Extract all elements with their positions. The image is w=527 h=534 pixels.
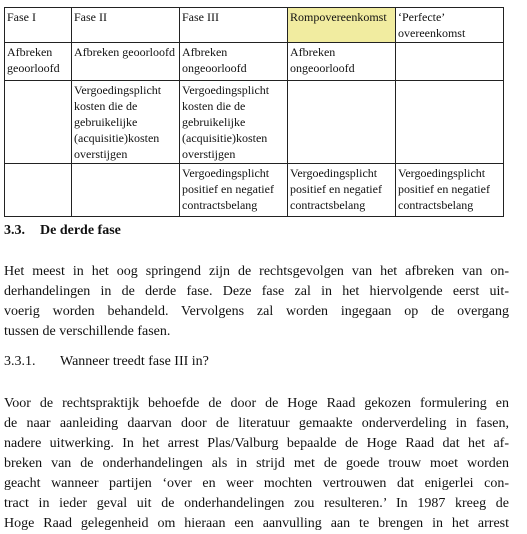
section-title: De derde fase (40, 223, 121, 238)
header-cell: Fase III (180, 8, 288, 43)
table-cell (396, 43, 504, 81)
table-cell (396, 81, 504, 164)
table-row (5, 164, 504, 217)
section-number: 3.3. (4, 223, 25, 238)
paragraph-2 (4, 394, 509, 534)
table-cell: Afbreken geoorloofd (5, 43, 72, 81)
subsection-number: 3.3.1. (4, 354, 36, 369)
text-line: geacht wanneer partijen ‘over en weer mochten vertrouwen dat enigerlei con- (4, 476, 509, 491)
section-heading (4, 223, 121, 239)
subsection-heading (4, 354, 209, 370)
header-cell: Fase I (5, 8, 72, 43)
header-cell-highlighted: Rompovereenkomst (288, 8, 396, 43)
text-line: de naar aanleiding daarvan door de literatuur gemaakte onderverdeling in fasen, (4, 416, 509, 431)
text-line: voerig worden behandeld. Vervolgens zal worden ingegaan op de overgang (4, 304, 509, 319)
text-line: Hoge Raad gelegenheid om hieraan een aanvulling aan te brengen in het arrest (4, 516, 509, 531)
table-cell (5, 164, 72, 217)
table-cell (5, 81, 72, 164)
table-cell: Afbreken geoorloofd (72, 43, 180, 81)
table-cell: Vergoedingsplicht positief en negatief contractsbelang (180, 164, 288, 217)
table-header-row (5, 8, 504, 43)
table-cell (288, 81, 396, 164)
text-line: breken van de onderhandelingen als in strijd met de goede trouw moet worden (4, 456, 509, 471)
table-cell: Vergoedingsplicht positief en negatief contractsbelang (396, 164, 504, 217)
table-cell: Afbreken ongeoorloofd (288, 43, 396, 81)
table-cell: Afbreken ongeoorloofd (180, 43, 288, 81)
phases-table (4, 7, 504, 217)
text-line: nadere uitwerking. In het arrest Plas/Valburg bepaalde de Hoge Raad dat het af- (4, 436, 509, 451)
paragraph-1 (4, 262, 509, 342)
table-cell (72, 164, 180, 217)
text-line: tract in ieder geval uit de onderhandelingen zou resulteren.’ In 1987 kreeg de (4, 496, 509, 511)
table-row (5, 43, 504, 81)
header-cell: ‘Perfecte’ overeenkomst (396, 8, 504, 43)
table-cell: Vergoedingsplicht kosten die de gebruikelijke (acquisitie)kosten overstijgen (72, 81, 180, 164)
table-cell: Vergoedingsplicht positief en negatief contractsbelang (288, 164, 396, 217)
text-line: tussen de verschillende fasen. (4, 324, 171, 339)
table-row (5, 81, 504, 164)
text-line: derhandelingen in de derde fase. Deze fase zal in het hiervolgende eerst uit- (4, 284, 509, 299)
text-line: Voor de rechtspraktijk behoefde de door de Hoge Raad gekozen formulering en (4, 396, 509, 411)
subsection-title: Wanneer treedt fase III in? (60, 354, 209, 369)
text-line: Het meest in het oog springend zijn de rechtsgevolgen van het afbreken van on- (4, 264, 509, 279)
table-cell: Vergoedingsplicht kosten die de gebruikelijke (acquisitie)kosten overstijgen (180, 81, 288, 164)
header-cell: Fase II (72, 8, 180, 43)
